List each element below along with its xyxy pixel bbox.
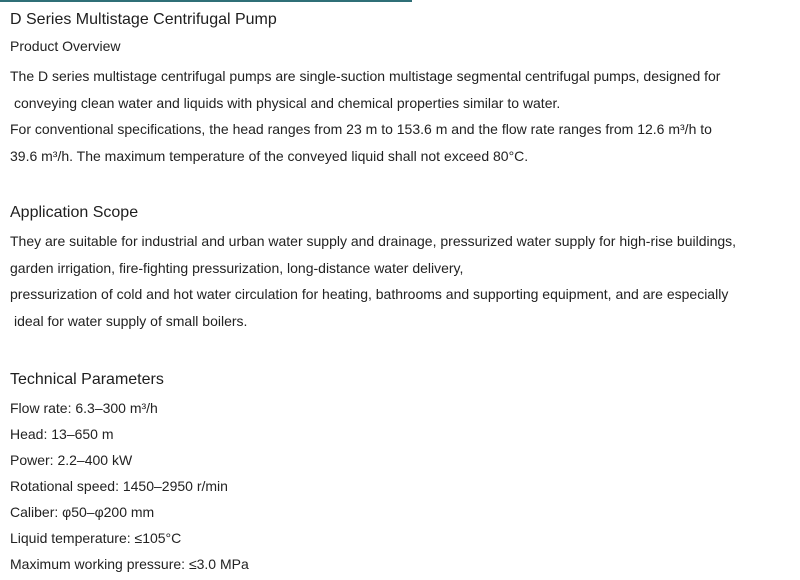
document-body <box>10 9 795 577</box>
parameters-list <box>10 395 795 577</box>
top-divider <box>0 0 412 2</box>
scope-heading: Application Scope <box>10 204 139 221</box>
parameters-heading: Technical Parameters <box>10 371 164 388</box>
overview-line: The D series multistage centrifugal pumps are single-suction multistage segmental centrifugal pumps, designed for <box>10 68 721 84</box>
scope-line: garden irrigation, fire-fighting pressurization, long-distance water delivery, <box>10 259 464 276</box>
scope-line: They are suitable for industrial and urban water supply and drainage, pressurized water supply for high-rise buildings, <box>10 233 737 249</box>
parameter-max-pressure: Maximum working pressure: ≤3.0 MPa <box>10 556 249 572</box>
parameter-power: Power: 2.2–400 kW <box>10 452 133 468</box>
parameter-head: Head: 13–650 m <box>10 426 114 442</box>
page-title: D Series Multistage Centrifugal Pump <box>10 11 277 28</box>
scope-line: pressurization of cold and hot water circulation for heating, bathrooms and supporting equipment, and are especially <box>10 286 729 302</box>
scope-paragraph <box>10 228 795 334</box>
parameter-rotational-speed: Rotational speed: 1450–2950 r/min <box>10 478 228 494</box>
parameter-caliber: Caliber: φ50–φ200 mm <box>10 504 155 520</box>
overview-heading: Product Overview <box>10 38 121 54</box>
parameter-flow-rate: Flow rate: 6.3–300 m³/h <box>10 400 158 416</box>
overview-paragraph <box>10 63 795 169</box>
overview-line: 39.6 m³/h. The maximum temperature of the conveyed liquid shall not exceed 80°C. <box>10 147 529 164</box>
scope-line: ideal for water supply of small boilers. <box>14 312 248 329</box>
parameter-liquid-temperature: Liquid temperature: ≤105°C <box>10 530 182 546</box>
overview-line: For conventional specifications, the head ranges from 23 m to 153.6 m and the flow rate ranges from 12.6 m³/h to <box>10 121 712 137</box>
overview-line: conveying clean water and liquids with physical and chemical properties similar to water. <box>14 94 561 111</box>
